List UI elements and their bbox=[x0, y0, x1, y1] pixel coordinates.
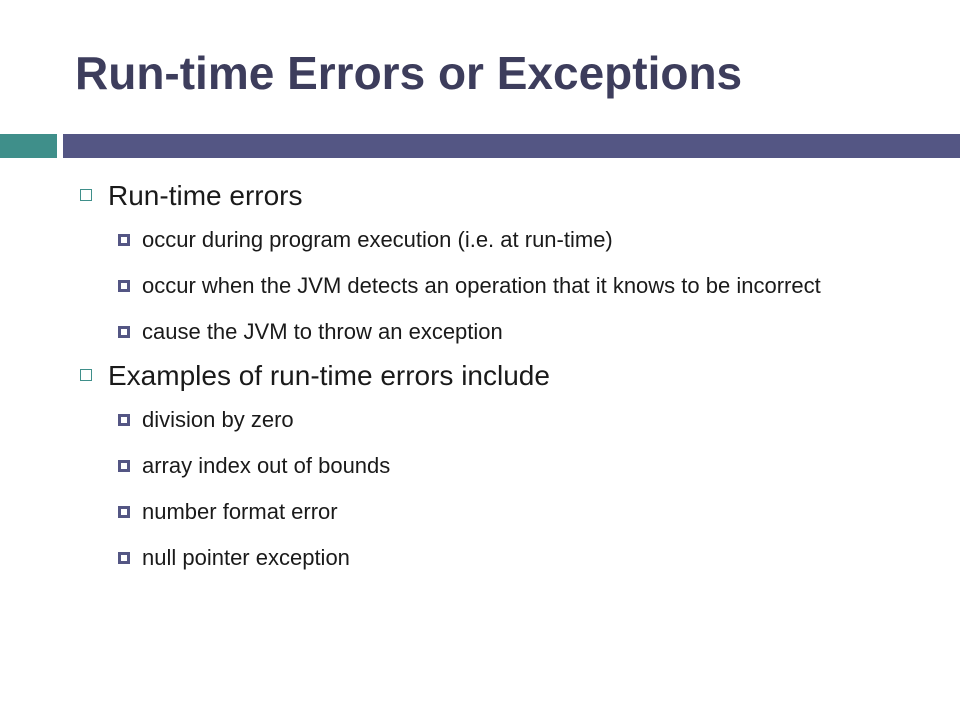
sub-bullet-item bbox=[80, 316, 900, 348]
bullet-text: Examples of run-time errors include bbox=[108, 360, 550, 391]
hollow-square-bullet-icon bbox=[80, 369, 92, 381]
square-bullet-icon bbox=[118, 234, 130, 246]
square-bullet-icon bbox=[118, 552, 130, 564]
sub-bullet-text: number format error bbox=[142, 499, 338, 524]
square-bullet-icon bbox=[118, 280, 130, 292]
sub-bullet-item bbox=[80, 496, 900, 528]
sub-bullet-item bbox=[80, 224, 900, 256]
bullet-list bbox=[80, 176, 900, 574]
sub-bullet-text: occur when the JVM detects an operation that it knows to be incorrect bbox=[142, 273, 821, 298]
sub-bullet-item bbox=[80, 542, 900, 574]
bullet-item bbox=[80, 176, 900, 216]
hollow-square-bullet-icon bbox=[80, 189, 92, 201]
square-bullet-icon bbox=[118, 414, 130, 426]
square-bullet-icon bbox=[118, 326, 130, 338]
sub-bullet-text: division by zero bbox=[142, 407, 294, 432]
square-bullet-icon bbox=[118, 506, 130, 518]
sub-bullet-text: cause the JVM to throw an exception bbox=[142, 319, 503, 344]
bullet-item bbox=[80, 356, 900, 396]
sub-bullet-item bbox=[80, 404, 900, 436]
sub-bullet-text: array index out of bounds bbox=[142, 453, 391, 478]
sub-bullet-item bbox=[80, 450, 900, 482]
slide-title: Run-time Errors or Exceptions bbox=[75, 47, 743, 99]
bullet-text: Run-time errors bbox=[108, 180, 303, 211]
square-bullet-icon bbox=[118, 460, 130, 472]
sub-bullet-text: occur during program execution (i.e. at run-time) bbox=[142, 227, 613, 252]
sub-bullet-text: null pointer exception bbox=[142, 545, 350, 570]
sub-bullet-item bbox=[80, 270, 900, 302]
title-divider-bar bbox=[63, 134, 960, 158]
title-accent-bar bbox=[0, 134, 57, 158]
